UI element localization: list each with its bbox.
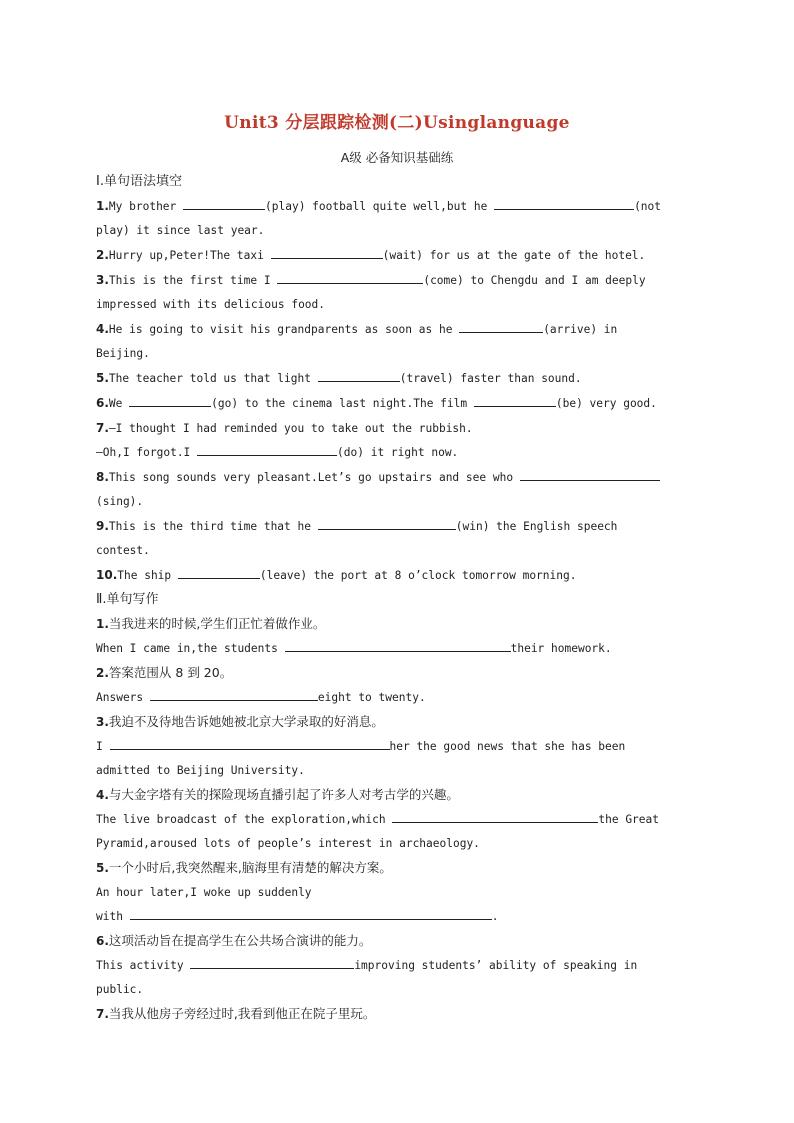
question-text: Hurry up,Peter!The taxi [108,249,264,262]
question-text: This is the third time that he [108,520,311,533]
question-line [96,317,686,342]
question-line [96,637,686,661]
section-heading-grammar: Ⅰ.单句语法填空 [96,174,182,189]
worksheet-content [96,170,686,1027]
question-text: (play) football quite well,but he [265,200,488,213]
answer-blank[interactable] [178,565,260,579]
question-line: public. [96,983,144,996]
answer-blank[interactable] [110,736,390,750]
question-line [96,954,686,978]
answer-blank[interactable] [520,467,660,481]
question-text: (do) it right now. [337,446,459,459]
question-line [96,905,686,929]
question-line: Beijing. [96,347,150,360]
question-text: Answers [96,691,144,704]
answer-blank[interactable] [271,245,383,259]
question-text: with [96,910,123,923]
answer-blank[interactable] [318,368,400,382]
question-number: 2. [96,248,109,262]
question-line: An hour later,I woke up suddenly [96,886,312,899]
question-line [96,465,686,490]
question-line: admitted to Beijing University. [96,764,305,777]
section-heading-writing: Ⅱ.单句写作 [96,592,159,607]
question-text: I [96,740,103,753]
question-text: (win) the English speech [455,520,618,533]
question-text: improving students’ ability of speaking in [354,959,638,972]
question-line [96,686,686,710]
question-number: 2. [96,666,109,680]
question-text: their homework. [510,642,612,655]
page-subtitle: A级 必备知识基础练 [340,150,454,165]
question-number: 3. [96,715,109,729]
question-text: The live broadcast of the exploration,which [96,813,386,826]
question-line: play) it since last year. [96,224,265,237]
question-number: 7. [96,421,109,435]
question-chinese: 与大金字塔有关的探险现场直播引起了许多人对考古学的兴趣。 [108,787,459,802]
answer-blank[interactable] [150,687,318,701]
question-line [96,441,686,465]
question-number: 10. [96,568,118,582]
question-text: (come) to Chengdu and I am deeply [423,274,646,287]
question-line [96,735,686,759]
question-text: the Great [598,813,659,826]
question-text: . [491,910,499,923]
question-number: 6. [96,396,109,410]
question-line [96,710,686,735]
answer-blank[interactable] [130,906,492,920]
question-number: 3. [96,273,109,287]
question-number: 7. [96,1007,109,1021]
question-line [96,563,686,588]
question-text: —Oh,I forgot.I [96,446,191,459]
question-line [96,243,686,268]
question-line [96,416,686,441]
question-number: 9. [96,519,109,533]
answer-blank[interactable] [285,638,511,652]
answer-blank[interactable] [183,196,265,210]
answer-blank[interactable] [277,270,423,284]
question-number: 5. [96,861,109,875]
answer-blank[interactable] [392,809,598,823]
answer-blank[interactable] [197,442,337,456]
question-text: (go) to the cinema last night.The film [211,397,468,410]
question-text: This activity [96,959,184,972]
question-line [96,391,686,416]
question-text: This song sounds very pleasant.Let’s go upstairs and see who [108,471,514,484]
question-text: We [108,397,123,410]
question-number: 6. [96,934,109,948]
question-line [96,808,686,832]
question-line: impressed with its delicious food. [96,298,326,311]
question-text: He is going to visit his grandparents as soon as he [108,323,453,336]
question-text: eight to twenty. [317,691,426,704]
answer-blank[interactable] [494,196,634,210]
question-number: 4. [96,788,109,802]
question-text: The teacher told us that light [108,372,311,385]
question-text: This is the first time I [108,274,271,287]
question-chinese: 当我进来的时候,学生们正忙着做作业。 [108,616,326,631]
question-line [96,783,686,808]
answer-blank[interactable] [459,319,543,333]
question-line [96,1002,686,1027]
question-number: 5. [96,371,109,385]
answer-blank[interactable] [129,393,211,407]
question-text: (wait) for us at the gate of the hotel. [382,249,646,262]
question-text: When I came in,the students [96,642,278,655]
question-line [96,366,686,391]
answer-blank[interactable] [318,516,456,530]
question-number: 4. [96,322,109,336]
question-line [96,268,686,293]
question-number: 1. [96,617,109,631]
question-number: 8. [96,470,109,484]
question-line [96,612,686,637]
question-text: (travel) faster than sound. [399,372,582,385]
question-text: (not [634,200,662,213]
answer-blank[interactable] [474,393,556,407]
question-number: 1. [96,199,109,213]
question-chinese: 这项活动旨在提高学生在公共场合演讲的能力。 [108,933,372,948]
question-chinese: 当我从他房子旁经过时,我看到他正在院子里玩。 [108,1006,376,1021]
question-text: My brother [108,200,177,213]
question-chinese: 一个小时后,我突然醒来,脑海里有清楚的解决方案。 [108,860,392,875]
question-line [96,194,686,219]
question-line: Pyramid,aroused lots of people’s interest in archaeology. [96,837,480,850]
question-text: (leave) the port at 8 o’clock tomorrow morning. [259,569,577,582]
question-line: contest. [96,544,150,557]
question-line [96,929,686,954]
question-line [96,661,686,686]
page-title: Unit3 分层跟踪检测(二)Usinglanguage [224,113,570,133]
question-text: —I thought I had reminded you to take out the rubbish. [108,422,473,435]
question-chinese: 我迫不及待地告诉她她被北京大学录取的好消息。 [108,714,384,729]
answer-blank[interactable] [190,955,354,969]
question-line [96,856,686,881]
question-text: her the good news that she has been [389,740,626,753]
question-text: (be) very good. [555,397,657,410]
question-text: (arrive) in [543,323,618,336]
question-text: The ship [117,569,172,582]
question-chinese: 答案范围从 8 到 20。 [108,665,233,680]
question-line [96,514,686,539]
question-line: (sing). [96,495,144,508]
